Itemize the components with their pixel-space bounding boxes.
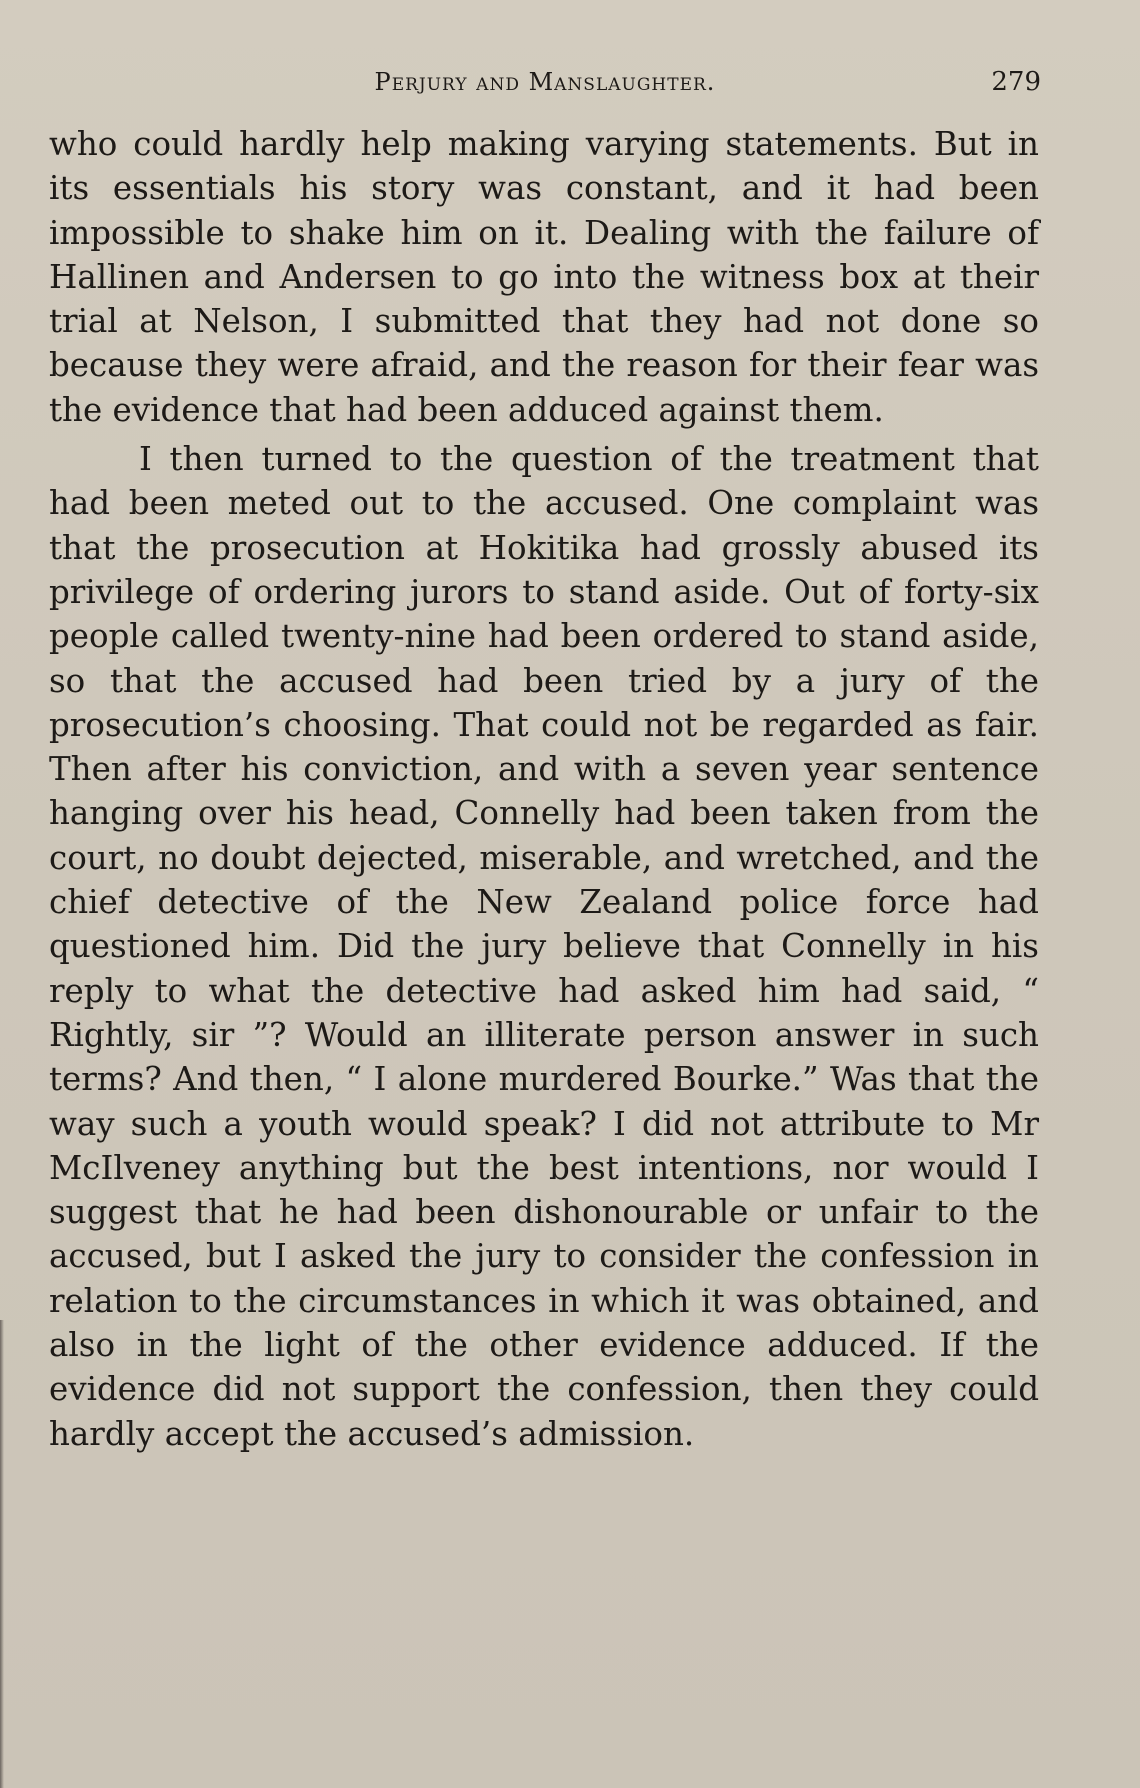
page-header bbox=[49, 62, 1041, 102]
paragraph-continuation: who could hardly help making varying statements. But in its essentials his story was constant, and it had been impossible to shake him on it. Dealing with the failure of Hallinen and Andersen to go into the witness box at their trial at Nelson, I submitted that they had not done so because they were afraid, and the reason for their fear was the evidence that had been adduced against them. bbox=[49, 125, 1039, 429]
body-text bbox=[49, 122, 1039, 1456]
paragraph-treatment-of-accused: I then turned to the question of the treatment that had been meted out to the accused. One complaint was that the prosecution at Hokitika had grossly abused its privilege of ordering jurors to stand aside. Out of forty-six people called twenty-nine had been ordered to stand aside, so that the accused had been tried by a jury of the prosecution’s choosing. That could not be regarded as fair. Then after his conviction, and with a seven year sentence hanging over his head, Connelly had been taken from the court, no doubt dejected, miserable, and wretched, and the chief detective of the New Zealand police force had questioned him. Did the jury believe that Connelly in his reply to what the detective had asked him had said, “ Rightly, sir ”? Would an illiterate person answer in such terms? And then, “ I alone murdered Bourke.” Was that the way such a youth would speak? I did not attribute to Mr McIlveney anything but the best intentions, nor would I suggest that he had been dishonourable or unfair to the accused, but I asked the jury to consider the confession in relation to the circumstances in which it was obtained, and also in the light of the other evidence adduced. If the evidence did not support the confession, then they could hardly accept the accused’s admission. bbox=[49, 440, 1039, 1453]
running-title: Perjury and Manslaughter. bbox=[374, 68, 716, 96]
page-edge-shadow bbox=[0, 1320, 4, 1788]
page-number: 279 bbox=[991, 67, 1041, 97]
